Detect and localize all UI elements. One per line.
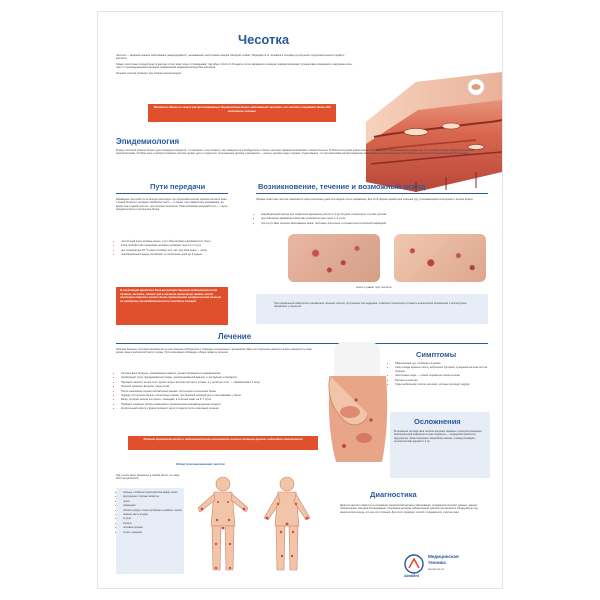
treatment-item: • Одежду, постельное бельё и полотенца стирают при высокой температуре и проглаживают утюгом xyxy=(121,394,317,397)
transmission-item: • при температуре 60 °С клещ погибает за 1 час, при кипячении — сразу xyxy=(121,249,228,252)
treatment-item: • Лечение всех больных, проживающих вместе, должно проводиться одновременно xyxy=(121,372,317,375)
transmission-item: • чесоточный клещ активен ночью, и его яйца активно развиваются в тепле xyxy=(121,240,228,243)
treatment-heading: Лечение xyxy=(218,332,252,341)
transmission-item: • инкубационный период составляет от нескольких дней до 6 недель xyxy=(121,253,228,256)
treatment-item: • Лечение проводят вечером, перед сном xyxy=(121,385,317,388)
onset-heading: Возникновение, течение и возможный исход xyxy=(258,182,426,191)
epidemiology-text: В мире чесоткой больше болеют дети младшего возраста, что связано с отсутствием у них иммунитета к возбудителю и более частыми прямыми контактами с кожей больных. В России ситуация аналогичная. Основной рост заболеваемости вызван тем, что снижается охват профилактическими мероприятиями. Особую роль в распространении чесотки играют дети и подростки, посещающие детские учреждения — школы, детские сады и кружки. Существенно, что при массовом распространении заболевания в организованных коллективах выявляется большое количество больных. xyxy=(116,149,474,156)
body-front-figure-icon xyxy=(194,474,252,574)
area-item: • ступни xyxy=(123,517,185,520)
intro-paragraph-2: Самки чесоточных клещей роют в верхних слоях кожи ходы и откладывают там яйца. Спустя 6–8 недель после заражения в кожном покрове возникают пузырьковые поражения и наружная сыпь, часто с присоединением вторичной гнойничковой инфекции вследствие расчёсов. xyxy=(116,62,353,70)
treatment-item: • Вещи, которые нельзя постирать, помещают в плотный пакет на 5–7 суток xyxy=(121,398,317,401)
treatment-callout: Лечение терапевтическое и медикаментозное назначается только лечащим врачом, избегайте самолечения! xyxy=(128,436,318,450)
logo-line-2: техника xyxy=(428,560,446,565)
immune-note-text: При нормальном иммунитете адекватное лечение чесотки, полученное без задержки, позволяет полностью устранить клинические проявления и последствия заражения у пациента. xyxy=(274,302,467,309)
logo-line-1: Медицинская xyxy=(428,554,459,559)
area-item: • подмышки xyxy=(123,504,185,507)
onset-item: • при отсутствии лечения заболевание может протекать длительно и осложняться вторичной инфекцией xyxy=(261,222,488,225)
intro-paragraph-3: Лечение чесотки проводят при помощи инсектицидов. xyxy=(116,71,182,75)
onset-list xyxy=(256,213,488,226)
complications-text: В основном последствия чесотки непрямо связаны с распространением бактериальной инфекции в коже пациента — пиодермии (импетиго, фурункулы). Реже возникают микробная экзема, гломерулонефрит, аллергический дерматит и пр. xyxy=(394,430,482,444)
almamed-logo xyxy=(404,552,494,580)
rash-caption: сыпь и ранки при чесотке xyxy=(356,285,392,289)
treatment-rule xyxy=(116,343,488,344)
onset-item: • инкубационный период при первичном заражении длится от 3 до 10 дней, в некоторых случаях дольше xyxy=(261,213,488,216)
rash-photo-1 xyxy=(288,234,380,282)
logo-brand: AlmaMed xyxy=(404,574,420,578)
treatment-text: Лечение больных чесоткой направлено на уничтожение возбудителя с помощью специальных препаратов. Мазь или эмульсию наносят на всю поверхность кожи, кроме лица и волосистой части головы. При этом важно соблюдать общие правила лечения. xyxy=(116,348,313,355)
symptoms-heading: Симптомы xyxy=(416,350,457,359)
scratching-person-icon xyxy=(316,342,396,462)
intro-paragraph-1: Чесотка — заразное кожное заболевание (акародерматит), вызываемое чесоточным клещом Sarcoptes scabiei. Передаётся от человека к человеку в результате продолжительного прямого контакта. xyxy=(116,54,345,61)
symptom-item: • Сыпь в виде красных пятен, небольших бугорков, пузырьков на коже или на пальцах xyxy=(395,366,495,373)
rash-photo-2 xyxy=(394,234,486,282)
symptom-item: • Ходы (небольшие полосы на коже), которые проходят наружу xyxy=(395,383,495,386)
logo-url: almamed.su xyxy=(428,567,445,571)
treatment-item: • После окончания лечения обязательно меняют постельное и нательное бельё xyxy=(121,390,317,393)
treatment-item: • Препарат наносят на все тело, кроме лица и волосистой части головы, а у детей до 3 лет — обрабатывают и лицо xyxy=(121,381,317,384)
onset-item: • при повторном заражении симптомы появляются уже через 1–3 суток xyxy=(261,217,488,220)
area-item: • локти xyxy=(123,500,185,503)
treatment-item: • Необходимо четко придерживаться схемы, рекомендованной врачом, и инструкции к препарату xyxy=(121,376,317,379)
area-item: • область вокруг пояса (особенно в районе талии) xyxy=(123,509,185,512)
intro-callout: Является одним из самых распространённых дерматологических заболеваний человека, от чесотки страдает более 200 миллионов человек. xyxy=(148,104,336,122)
area-item: • половые органы xyxy=(123,526,185,529)
onset-rule xyxy=(256,193,488,194)
areas-list xyxy=(118,491,185,535)
transmission-callout: В настоящее время все больше распространено медикаментозное лечение чесотки, однако зуд в течение нескольких недель после окончания терапии может быть проявлением аллергической реакции на продукты жизнедеятельности погибших клещей. xyxy=(116,287,228,325)
body-back-figure-icon xyxy=(258,474,316,574)
symptom-item: • Расчёсы и корочки xyxy=(395,379,495,382)
almamed-logo-icon xyxy=(404,554,424,574)
transmission-item: • клещ погибает вне организма человека примерно через 3–4 суток xyxy=(121,244,228,247)
diagnostics-heading: Диагностика xyxy=(370,490,417,499)
epidemiology-heading: Эпидемиология xyxy=(116,137,180,146)
poster xyxy=(98,12,502,588)
symptoms-list xyxy=(390,362,495,387)
areas-intro: Зуд и сыпь могут возникать в любом месте, но чаще всего встречаются: xyxy=(116,474,180,481)
symptom-item: • Повышенный зуд, особенно по ночам xyxy=(395,362,495,365)
area-item: • нижняя часть ягодиц xyxy=(123,513,185,516)
transmission-heading: Пути передачи xyxy=(150,182,206,191)
transmission-list xyxy=(116,240,228,258)
complications-heading: Осложнения xyxy=(414,417,461,426)
area-item: • пальцы, особенно пространства между ними xyxy=(123,491,185,494)
area-item: • внутренние стороны запястья xyxy=(123,495,185,498)
transmission-rule xyxy=(116,193,228,194)
treatment-item: • Контрольный осмотр у врача проводят через 2 недели после окончания лечения xyxy=(121,407,317,410)
page-title: Чесотка xyxy=(238,32,290,47)
areas-heading: Области возникновения чесотки xyxy=(176,462,225,466)
area-item: • колени xyxy=(123,522,185,525)
treatment-item: • Проводят влажную уборку помещения с применением дезинфицирующих средств xyxy=(121,403,317,406)
intro-text xyxy=(116,54,356,98)
area-item: • соски у женщин xyxy=(123,531,185,534)
onset-text: Первые симптомы чесотки появляются через несколько дней или недель после заражения. Для этой формы характерен сильный зуд, усиливающийся в вечернее и ночное время. xyxy=(256,198,474,201)
symptom-item: • Чесоточные ходы — тонкие сероватые линии на коже xyxy=(395,374,495,377)
treatment-list xyxy=(116,372,317,412)
transmission-text: Заражение чесоткой почти всегда происходит при продолжительном прямом контакте кожи с кожей больного человека. Наиболее часто — в семье, при совместном проживании, во время сна в одной постели, при половых контактах. Реже возможен непрямой путь — через предметы быта и постельное бельё. xyxy=(116,198,228,212)
diagnostics-text: Диагноз чесотки ставится на основании клинической картины заболевания, эпидемиологических данных, данных лабораторных методов обследования. Основным методом лабораторной диагностики является обнаружение под микроскопом клеща, его яиц или личинок. Для этого проводят соскоб с поражённого участка кожи. xyxy=(340,504,478,514)
